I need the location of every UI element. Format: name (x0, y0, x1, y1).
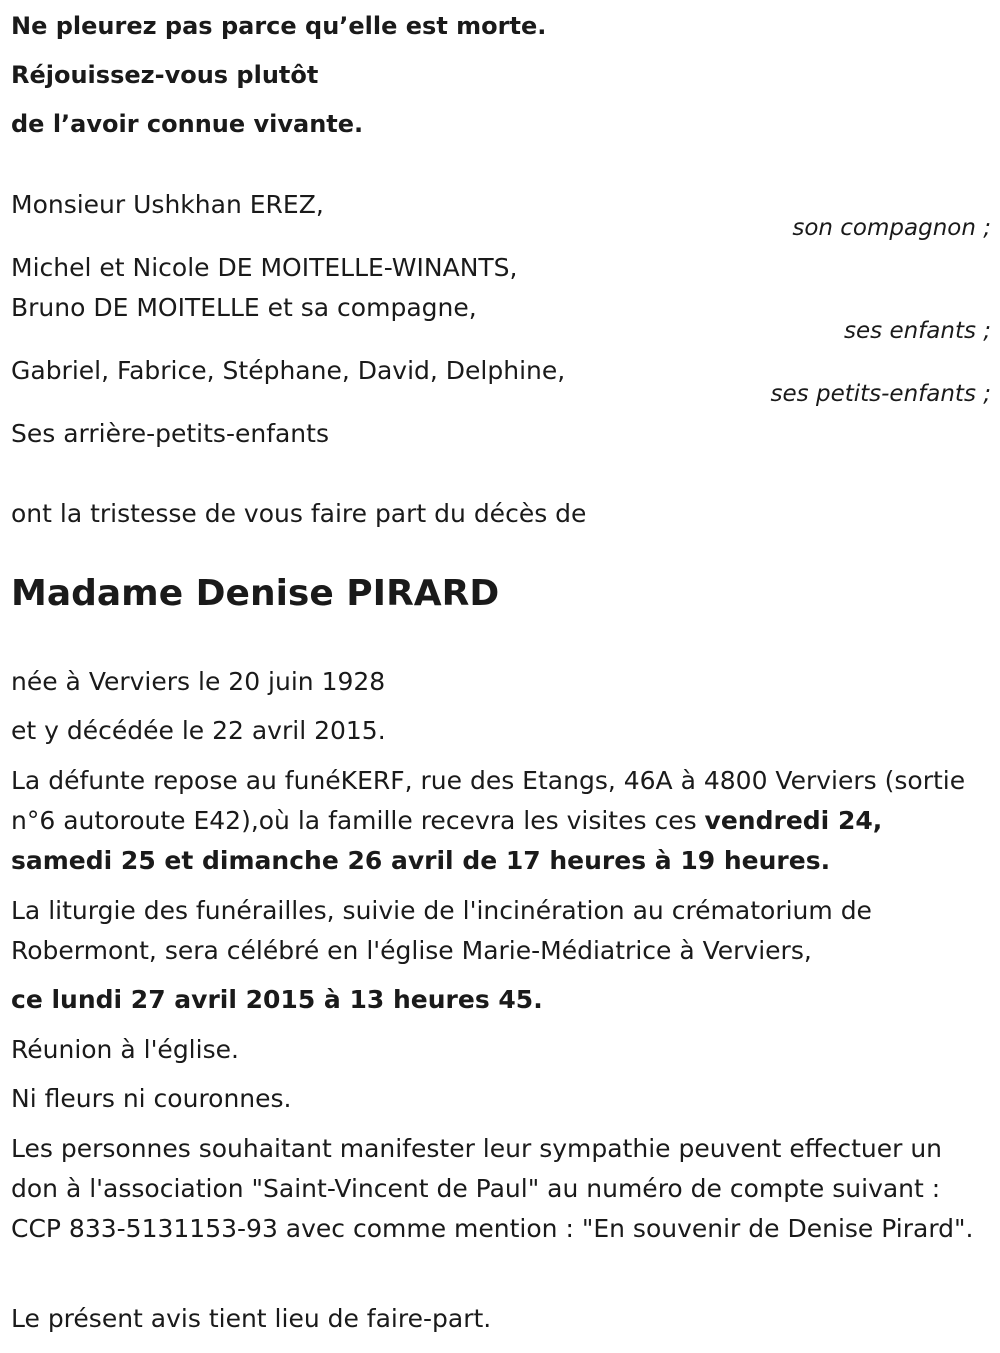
great-grandchildren: Ses arrière-petits-enfants (11, 419, 329, 448)
grandchildren-role: ses petits-enfants ; (770, 381, 991, 407)
donation-paragraph: Les personnes souhaitant manifester leur sympathie peuvent effectuer un don à l'association "Saint-Vincent de Paul" au numéro de compte suivant : CCP 833-5131153-93 avec comme mention : "En souvenir de Denise Pirard". (11, 1134, 974, 1243)
grandchildren-names: Gabriel, Fabrice, Stéphane, David, Delphine, (11, 356, 566, 385)
liturgy-paragraph: La liturgie des funérailles, suivie de l'incinération au crématorium de Robermont, sera célébré en l'église Marie-Médiatrice à Verviers, (11, 896, 872, 965)
companion-name: Monsieur Ushkhan EREZ, (11, 190, 324, 219)
death-line: et y décédée le 22 avril 2015. (11, 716, 386, 745)
visitation-paragraph (11, 761, 991, 881)
ceremony-date: ce lundi 27 avril 2015 à 13 heures 45. (11, 985, 543, 1014)
closing-line: Le présent avis tient lieu de faire-part. (11, 1304, 492, 1333)
quote-line-2: Réjouissez-vous plutôt (11, 61, 319, 89)
deceased-name: Madame Denise PIRARD (11, 573, 500, 614)
children-line-2: Bruno DE MOITELLE et sa compagne, (11, 293, 477, 322)
no-flowers-line: Ni fleurs ni couronnes. (11, 1084, 292, 1113)
birth-line: née à Verviers le 20 juin 1928 (11, 667, 386, 696)
children-role: ses enfants ; (844, 318, 991, 344)
children-line-1: Michel et Nicole DE MOITELLE-WINANTS, (11, 253, 518, 282)
quote-line-3: de l’avoir connue vivante. (11, 110, 364, 138)
quote-line-1: Ne pleurez pas parce qu’elle est morte. (11, 12, 547, 40)
reunion-line: Réunion à l'église. (11, 1035, 239, 1064)
announcement-text: ont la tristesse de vous faire part du décès de (11, 499, 587, 528)
visitation-text: La défunte repose au funéKERF, rue des Etangs, 46A à 4800 Verviers (sortie n°6 autoroute E42),où la famille recevra les visites ces (11, 766, 966, 835)
visitation-times: vendredi 24, samedi 25 et dimanche 26 avril de 17 heures à 19 heures. (11, 806, 883, 875)
companion-role: son compagnon ; (792, 215, 991, 241)
quote-block (11, 2, 546, 149)
